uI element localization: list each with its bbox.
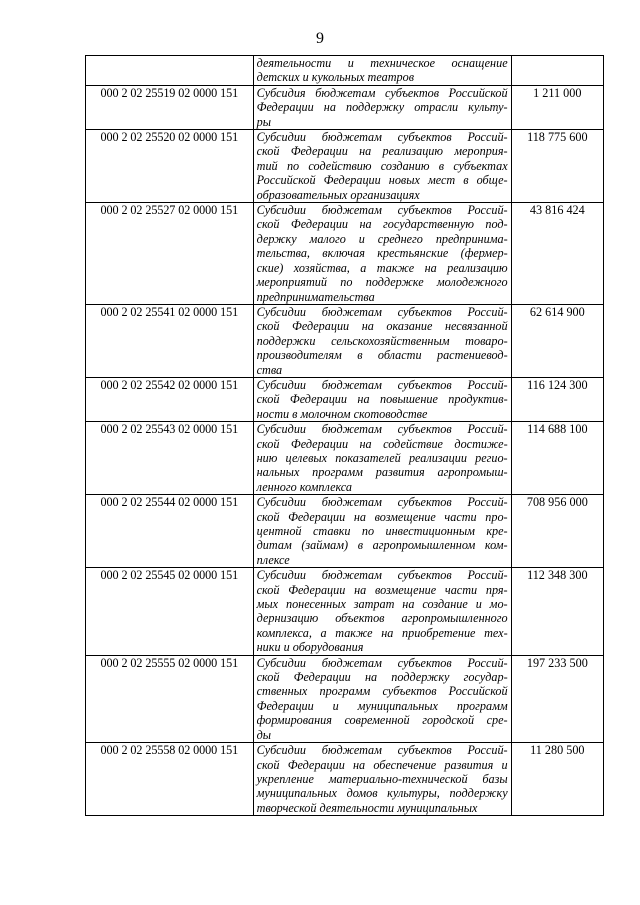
description-cell bbox=[253, 130, 511, 203]
description-line: ской Федерации на содействие достиже- bbox=[256, 436, 508, 451]
description-line: Субсидии бюджетам субъектов Россий- bbox=[256, 495, 508, 510]
budget-code-cell: 000 2 02 25545 02 0000 151 bbox=[86, 568, 254, 655]
budget-code-cell: 000 2 02 25558 02 0000 151 bbox=[86, 743, 254, 816]
description-line: образовательных организациях bbox=[256, 187, 420, 202]
budget-code-cell: 000 2 02 25520 02 0000 151 bbox=[86, 130, 254, 203]
description-cell bbox=[253, 655, 511, 742]
description-line: Субсидии бюджетам субъектов Россий- bbox=[256, 655, 508, 670]
amount-cell: 11 280 500 bbox=[511, 743, 603, 816]
amount-cell: 708 956 000 bbox=[511, 495, 603, 568]
description-line: ской Федерации на возмещение части пря- bbox=[256, 582, 508, 597]
description-line: Российской Федерации новых мест в обще- bbox=[256, 173, 508, 188]
description-line: Субсидии бюджетам субъектов Россий- bbox=[256, 203, 508, 218]
description-line: Субсидии бюджетам субъектов Россий- bbox=[256, 422, 508, 437]
table-row bbox=[86, 85, 604, 129]
description-line: нальных программ развития агропромыш- bbox=[256, 465, 508, 480]
page-number: 9 bbox=[316, 30, 324, 47]
description-cell bbox=[253, 377, 511, 421]
description-line: Субсидии бюджетам субъектов Россий- bbox=[256, 304, 508, 319]
table-row bbox=[86, 743, 604, 816]
description-line: предпринимательства bbox=[256, 289, 375, 304]
table-row bbox=[86, 655, 604, 742]
description-line: ственных программ субъектов Российской bbox=[256, 684, 508, 699]
description-line: ры bbox=[256, 114, 271, 129]
description-line: укрепление материально-технической базы bbox=[256, 771, 508, 786]
description-line: ской Федерации на оказание несвязанной bbox=[256, 319, 508, 334]
description-line: мероприятий по поддержке молодежного bbox=[256, 275, 508, 290]
description-cell bbox=[253, 56, 511, 86]
description-line: плексе bbox=[256, 552, 290, 567]
description-line: ники и оборудования bbox=[256, 640, 364, 655]
table-row bbox=[86, 56, 604, 86]
table-row bbox=[86, 130, 604, 203]
description-line: тий по содействию созданию в субъектах bbox=[256, 158, 508, 173]
description-line: Федерации на поддержку отрасли культу- bbox=[256, 100, 508, 115]
description-line: центной ставки по инвестиционным кре- bbox=[256, 524, 508, 538]
description-line: ства bbox=[256, 362, 283, 377]
amount-cell: 43 816 424 bbox=[511, 203, 603, 305]
description-cell bbox=[253, 203, 511, 305]
description-line: ской Федерации на поддержку государ- bbox=[256, 670, 508, 685]
amount-cell: 112 348 300 bbox=[511, 568, 603, 655]
description-line: дернизацию объектов агропромышленного bbox=[256, 611, 508, 626]
description-line: ской Федерации на повышение продуктив- bbox=[256, 392, 508, 407]
description-line: формирования современной городской сре- bbox=[256, 713, 508, 728]
description-line: ды bbox=[256, 727, 272, 742]
amount-cell: 62 614 900 bbox=[511, 304, 603, 377]
table-row bbox=[86, 422, 604, 495]
budget-table bbox=[85, 55, 604, 816]
budget-code-cell: 000 2 02 25541 02 0000 151 bbox=[86, 304, 254, 377]
description-cell bbox=[253, 495, 511, 568]
description-line: ской Федерации на государственную под- bbox=[256, 217, 508, 232]
description-cell bbox=[253, 85, 511, 129]
description-cell bbox=[253, 568, 511, 655]
table-row bbox=[86, 495, 604, 568]
description-line: тельства, включая крестьянские (фермер- bbox=[256, 246, 508, 261]
amount-cell: 197 233 500 bbox=[511, 655, 603, 742]
budget-code-cell: 000 2 02 25542 02 0000 151 bbox=[86, 377, 254, 421]
description-line: держку малого и среднего предпринима- bbox=[256, 231, 508, 246]
amount-cell: 118 775 600 bbox=[511, 130, 603, 203]
description-line: ской Федерации на реализацию мероприя- bbox=[256, 144, 508, 159]
budget-code-cell: 000 2 02 25519 02 0000 151 bbox=[86, 85, 254, 129]
amount-cell bbox=[511, 56, 603, 86]
description-line: Субсидии бюджетам субъектов Россий- bbox=[256, 743, 508, 758]
table-row bbox=[86, 377, 604, 421]
description-line: нию целевых показателей реализации регио- bbox=[256, 450, 508, 465]
description-line: муниципальных домов культуры, поддержку bbox=[256, 786, 508, 801]
table-row bbox=[86, 568, 604, 655]
description-line: Субсидии бюджетам субъектов Россий- bbox=[256, 130, 508, 145]
budget-code-cell bbox=[86, 56, 254, 86]
budget-code-cell: 000 2 02 25527 02 0000 151 bbox=[86, 203, 254, 305]
description-line: Субсидии бюджетам субъектов Россий- bbox=[256, 377, 508, 392]
description-line: комплекса, а также на приобретение тех- bbox=[256, 625, 508, 640]
budget-code-cell: 000 2 02 25544 02 0000 151 bbox=[86, 495, 254, 568]
description-line: детских и кукольных театров bbox=[256, 70, 414, 85]
description-line: ленного комплекса bbox=[256, 479, 352, 494]
description-line: ской Федерации на обеспечение развития и bbox=[256, 757, 508, 772]
description-line: ской Федерации на возмещение части про- bbox=[256, 509, 508, 524]
amount-cell: 116 124 300 bbox=[511, 377, 603, 421]
description-cell bbox=[253, 422, 511, 495]
amount-cell: 114 688 100 bbox=[511, 422, 603, 495]
budget-code-cell: 000 2 02 25555 02 0000 151 bbox=[86, 655, 254, 742]
description-line: Федерации и муниципальных программ bbox=[256, 698, 508, 713]
table-row bbox=[86, 203, 604, 305]
description-line: поддержки сельскохозяйственным товаро- bbox=[256, 333, 508, 348]
description-line: дитам (займам) в агропромышленном ком- bbox=[256, 538, 508, 553]
description-line: ности в молочном скотоводстве bbox=[256, 406, 428, 421]
description-line: производителям в области растениевод- bbox=[256, 348, 508, 363]
table-body bbox=[86, 56, 604, 816]
budget-code-cell: 000 2 02 25543 02 0000 151 bbox=[86, 422, 254, 495]
amount-cell: 1 211 000 bbox=[511, 85, 603, 129]
description-line: Субсидии бюджетам субъектов Россий- bbox=[256, 568, 508, 583]
description-line: Субсидия бюджетам субъектов Российской bbox=[256, 85, 508, 100]
description-line: мых понесенных затрат на создание и мо- bbox=[256, 597, 508, 612]
description-cell bbox=[253, 304, 511, 377]
description-line: творческой деятельности муниципальных bbox=[256, 800, 478, 815]
description-line: деятельности и техническое оснащение bbox=[256, 56, 508, 70]
table-row bbox=[86, 304, 604, 377]
description-cell bbox=[253, 743, 511, 816]
description-line: ские) хозяйства, а также на реализацию bbox=[256, 260, 508, 275]
